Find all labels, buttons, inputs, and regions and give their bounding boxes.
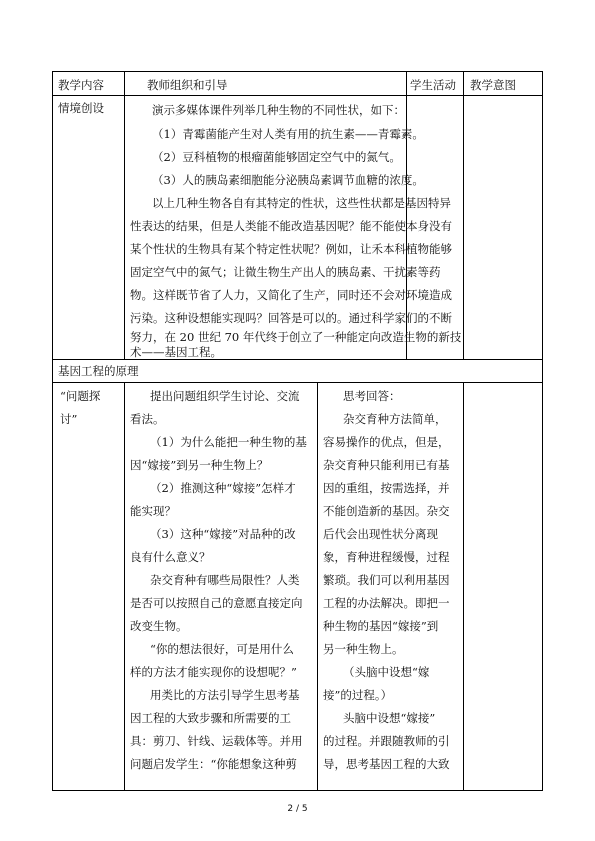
student-line: 接”的过程。）: [323, 688, 393, 702]
header-teaching-content: 教学内容: [58, 78, 104, 92]
table-bottom-border: [52, 790, 543, 791]
table-top-border: [52, 71, 543, 72]
teacher-line: 提出问题组织学生讨论、交流: [150, 389, 300, 403]
student-line: 导，思考基因工程的大致: [323, 757, 450, 771]
teacher-line: （3）这种“嫁接”对品种的改: [150, 527, 296, 541]
teacher-line: “你的想法很好，可是用什么: [150, 642, 294, 656]
student-line: 不能创造新的基因。杂交: [323, 504, 450, 518]
student-line: 思考回答：: [343, 389, 401, 403]
section2-label-line: 讨”: [60, 412, 78, 426]
col2-divider-lower: [317, 382, 318, 791]
section1-line: （2）豆科植物的根瘤菌能够固定空气中的氮气。: [152, 150, 401, 164]
section2-title: 基因工程的原理: [58, 364, 139, 378]
student-line: 工程的办法解决。即把一: [323, 596, 450, 610]
page-number: 2 / 5: [287, 804, 308, 814]
col1-divider: [124, 71, 125, 360]
student-line: 的过程。并跟随教师的引: [323, 734, 450, 748]
student-line: 繁琐。我们可以利用基因: [323, 573, 450, 587]
student-line: 杂交育种方法简单，: [343, 412, 447, 426]
teacher-line: 是否可以按照自己的意愿直接定向: [130, 596, 303, 610]
section1-line: 努力，在 20 世纪 70 年代终于创立了一种能定向改造生物的新技: [130, 330, 462, 344]
teacher-line: 良有什么意义？: [130, 550, 211, 564]
teacher-line: 看法。: [130, 412, 165, 426]
table-left-border: [52, 71, 53, 791]
teacher-line: 问题启发学生：“你能想象这种剪: [130, 757, 297, 771]
col3-divider-lower: [463, 382, 464, 791]
student-line: 象，育种进程缓慢，过程: [323, 550, 450, 564]
section1-line: 术——基因工程。: [130, 345, 222, 359]
teacher-line: 因“嫁接”到另一种生物上？: [130, 458, 269, 472]
section1-line: 演示多媒体课件列举几种生物的不同性状，如下：: [152, 103, 405, 117]
teacher-line: 改变生物。: [130, 619, 188, 633]
student-line: 因的重组，按需选择，并: [323, 481, 450, 495]
header-teacher-guidance: 教师组织和引导: [147, 78, 228, 92]
section2-label-line: “问题探: [60, 389, 101, 403]
col1-divider-lower: [124, 382, 125, 791]
student-line: 种生物的基因“嫁接”到: [323, 619, 439, 633]
teacher-line: 用类比的方法引导学生思考基: [150, 688, 300, 702]
header-teaching-intent: 教学意图: [470, 78, 516, 92]
section1-line: 污染。这种设想能实现吗？回答是可以的。通过科学家们的不断: [130, 311, 452, 325]
teacher-line: （1）为什么能把一种生物的基: [150, 435, 307, 449]
student-line: （头脑中设想“嫁: [343, 665, 430, 679]
section1-label: 情境创设: [58, 101, 104, 115]
student-line: 容易操作的优点，但是，: [323, 435, 450, 449]
section1-line: 性表达的结果，但是人类能不能改造基因呢？能不能使本身没有: [130, 219, 452, 233]
section1-line: 物。这样既节省了人力，又简化了生产，同时还不会对环境造成: [130, 288, 452, 302]
teacher-line: 杂交育种有哪些局限性？人类: [150, 573, 300, 587]
section1-line: （3）人的胰岛素细胞能分泌胰岛素调节血糖的浓度。: [152, 173, 424, 187]
table-right-border: [542, 71, 543, 791]
teacher-line: 样的方法才能实现你的设想呢？”: [130, 665, 297, 679]
section1-line: 固定空气中的氮气；让微生物生产出人的胰岛素、干扰素等药: [130, 265, 441, 279]
teacher-line: 能实现？: [130, 504, 176, 518]
header-bottom-border: [52, 95, 543, 96]
col3-divider: [463, 71, 464, 360]
student-line: 后代会出现性状分离现: [323, 527, 438, 541]
header-student-activity: 学生活动: [410, 78, 456, 92]
section1-line: 以上几种生物各自有其特定的性状，这些性状都是基因特异: [152, 196, 451, 210]
section1-line: （1）青霉菌能产生对人类有用的抗生素——青霉素。: [152, 127, 424, 141]
section1-line: 某个性状的生物具有某个特定性状呢？例如，让禾本科植物能够: [130, 242, 452, 256]
student-line: 头脑中设想“嫁接”: [343, 711, 436, 725]
student-line: 另一种生物上。: [323, 642, 404, 656]
student-line: 杂交育种只能利用已有基: [323, 458, 450, 472]
teacher-line: 具：剪刀、针线、运载体等。并用: [130, 734, 303, 748]
teacher-line: （2）推测这种“嫁接”怎样才: [150, 481, 296, 495]
teacher-line: 因工程的大致步骤和所需要的工: [130, 711, 291, 725]
